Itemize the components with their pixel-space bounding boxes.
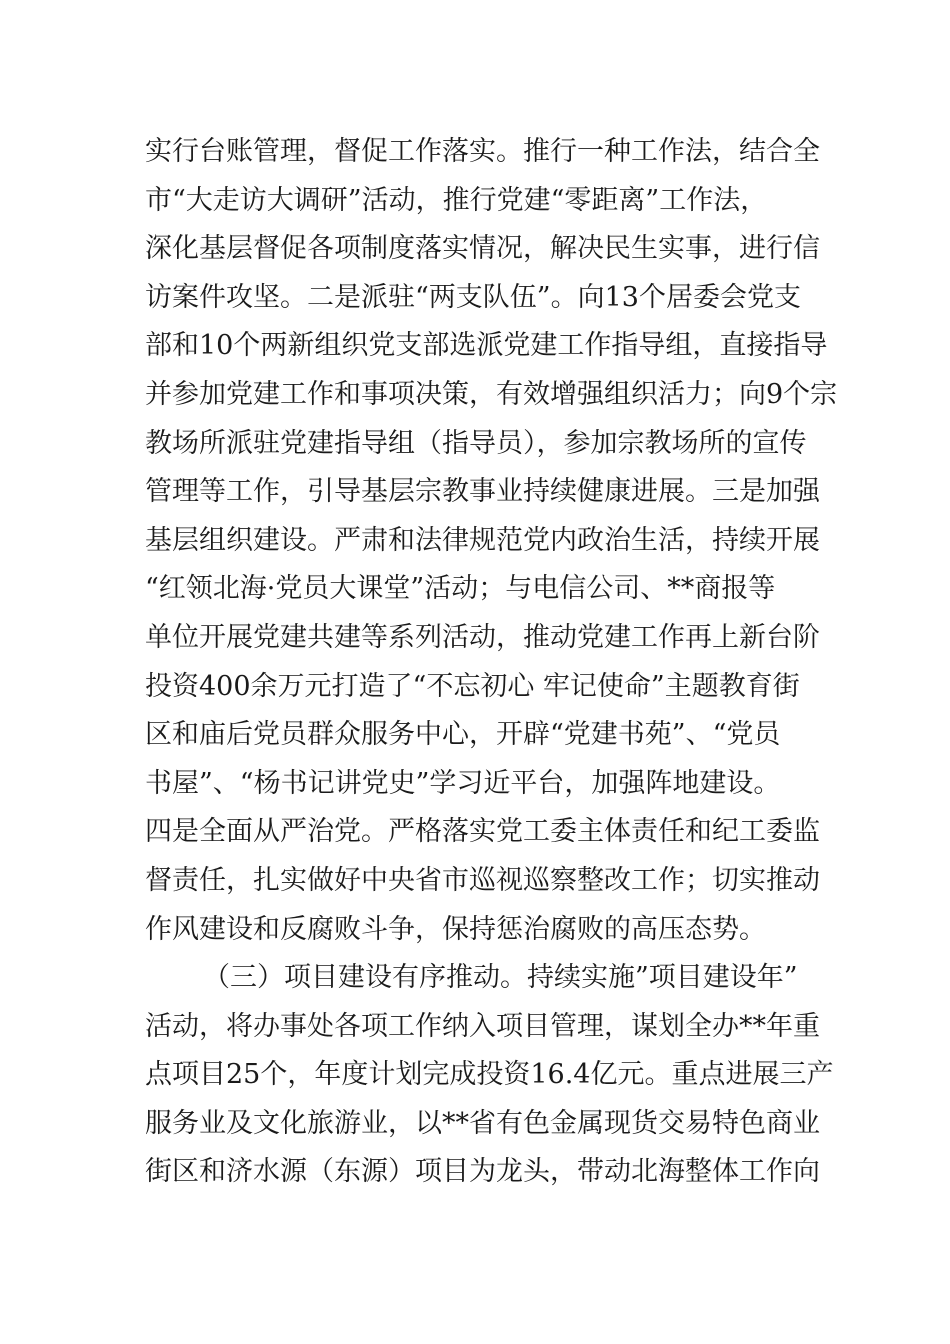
text-line: 投资400余万元打造了“不忘初心 牢记使命”主题教育街: [145, 670, 800, 702]
text-line: 书屋”、“杨书记讲党史”学习近平台，加强阵地建设。: [145, 767, 781, 799]
text-line: “红领北海·党员大课堂”活动；与电信公司、**商报等: [145, 573, 776, 605]
text-line: 教场所派驻党建指导组（指导员），参加宗教场所的宣传: [145, 427, 807, 459]
text-line: 单位开展党建共建等系列活动，推动党建工作再上新台阶: [145, 621, 820, 653]
text-line: 活动，将办事处各项工作纳入项目管理，谋划全办**年重: [145, 1010, 820, 1042]
text-line: 部和10个两新组织党支部选派党建工作指导组，直接指导: [145, 330, 828, 362]
text-line: 并参加党建工作和事项决策，有效增强组织活力；向9个宗: [145, 378, 838, 410]
text-line: 服务业及文化旅游业，以**省有色金属现货交易特色商业: [145, 1107, 820, 1139]
text-line: 街区和济水源（东源）项目为龙头，带动北海整体工作向: [145, 1156, 820, 1188]
section-heading-line: （三）项目建设有序推动。持续实施”项目建设年”: [203, 962, 798, 994]
text-line: 深化基层督促各项制度落实情况，解决民生实事，进行信: [145, 233, 820, 265]
body-text: [145, 128, 838, 1197]
text-line: 点项目25个，年度计划完成投资16.4亿元。重点进展三产: [145, 1059, 834, 1091]
text-line: 督责任，扎实做好中央省市巡视巡察整改工作；切实推动: [145, 864, 820, 896]
text-line: 基层组织建设。严肃和法律规范党内政治生活，持续开展: [145, 524, 820, 556]
text-line: 市“大走访大调研”活动，推行党建“零距离”工作法，: [145, 184, 768, 216]
text-line: 四是全面从严治党。严格落实党工委主体责任和纪工委监: [145, 816, 820, 848]
text-line: 作风建设和反腐败斗争，保持惩治腐败的高压态势。: [145, 913, 766, 945]
text-line: 区和庙后党员群众服务中心，开辟“党建书苑”、“党员: [145, 719, 781, 751]
text-line: 实行台账管理，督促工作落实。推行一种工作法，结合全: [145, 136, 820, 167]
text-line: 管理等工作，引导基层宗教事业持续健康进展。三是加强: [145, 476, 820, 508]
text-line: 访案件攻坚。二是派驻“两支队伍”。向13个居委会党支: [145, 281, 801, 313]
